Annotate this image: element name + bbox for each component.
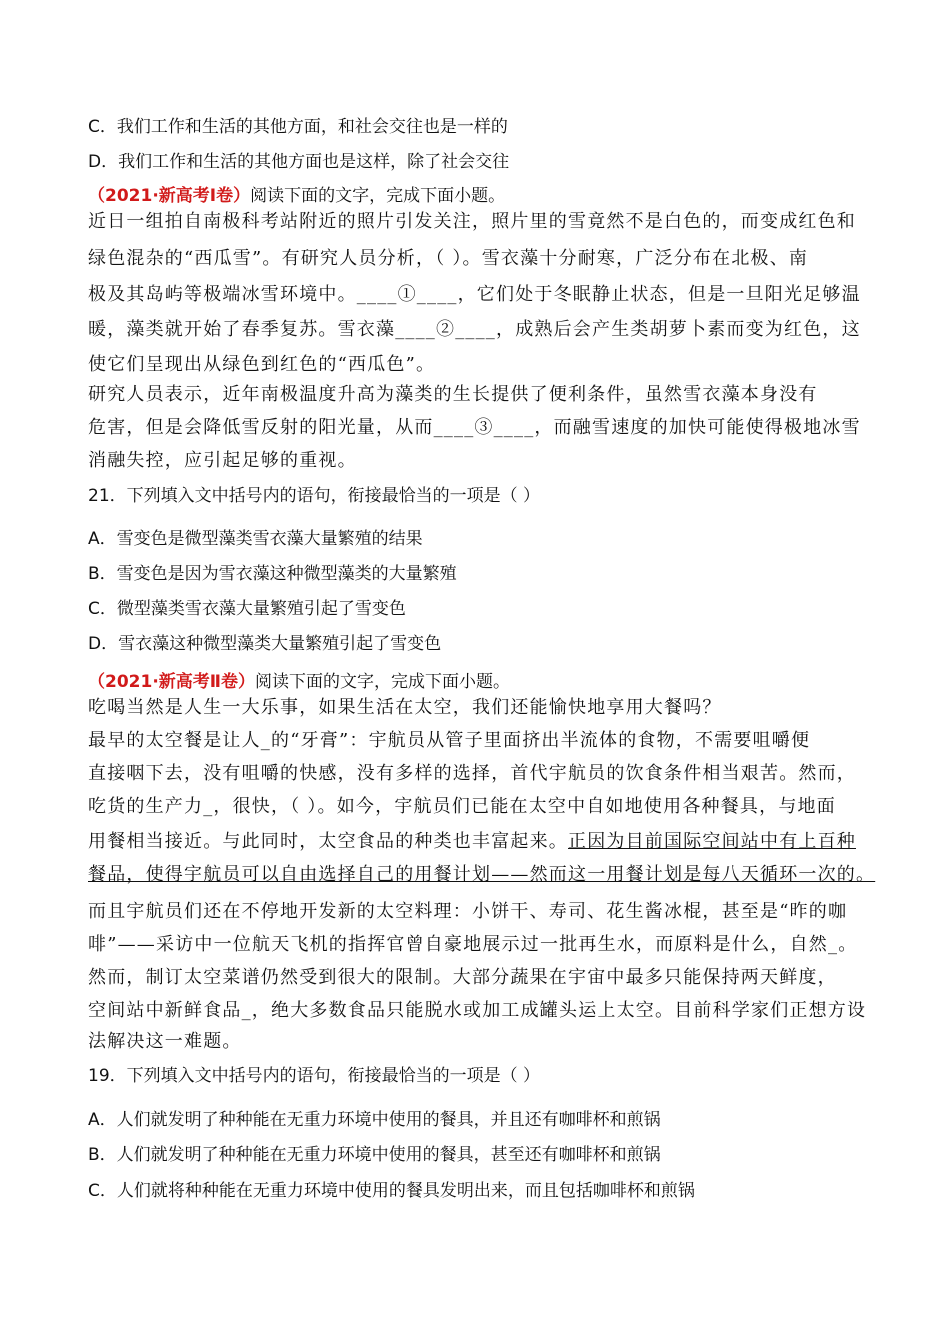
passage2-line: 啡”——采访中一位航天飞机的指挥官曾自豪地展示过一批再生水，而原料是什么，自然_。 xyxy=(88,934,858,955)
question-21-option-d[interactable]: D．雪衣藻这种微型藻类大量繁殖引起了雪变色 xyxy=(88,634,442,654)
passage1-line: 绿色混杂的“西瓜雪”。有研究人员分析，（ ）。雪衣藻十分耐寒，广泛分布在北极、南 xyxy=(88,248,809,269)
passage1-line: 使它们呈现出从绿色到红色的“西瓜色”。 xyxy=(88,354,436,375)
question-19-option-c[interactable]: C．人们就将种种能在无重力环境中使用的餐具发明出来，而且包括咖啡杯和煎锅 xyxy=(88,1181,695,1201)
passage1-line: 极及其岛屿等极端冰雪环境中。____①____，它们处于冬眠静止状态，但是一旦阳光足够温 xyxy=(88,284,861,305)
passage2-line: 最早的太空餐是让人_的“牙膏”：宇航员从管子里面挤出半流体的食物，不需要咀嚼便 xyxy=(88,730,811,751)
option-c-prev: C．我们工作和生活的其他方面，和社会交往也是一样的 xyxy=(88,117,508,137)
question-19-stem: 19．下列填入文中括号内的语句，衔接最恰当的一项是（ ） xyxy=(88,1066,541,1086)
passage2-line: 而且宇航员们还在不停地开发新的太空料理：小饼干、寿司、花生酱冰棍，甚至是“昨的咖 xyxy=(88,901,848,922)
passage2-line: 法解决这一难题。 xyxy=(88,1031,242,1052)
passage1-line: 消融失控，应引起足够的重视。 xyxy=(88,450,357,471)
passage2-line: 直接咽下去，没有咀嚼的快感，没有多样的选择，首代宇航员的饮食条件相当艰苦。然而， xyxy=(88,763,856,784)
question-21-option-b[interactable]: B．雪变色是因为雪衣藻这种微型藻类的大量繁殖 xyxy=(88,564,457,584)
underlined-sentence-cont: 餐品，使得宇航员可以自由选择自己的用餐计划——然而这一用餐计划是每八天循环一次的。 xyxy=(88,864,876,885)
underlined-sentence: 正因为目前国际空间站中有上百种 xyxy=(568,831,856,852)
passage2-line: 吃喝当然是人生一大乐事，如果生活在太空，我们还能愉快地享用大餐吗？ xyxy=(88,697,722,718)
option-d-prev: D．我们工作和生活的其他方面也是这样，除了社会交往 xyxy=(88,152,510,172)
question-19-option-b[interactable]: B．人们就发明了种种能在无重力环境中使用的餐具，甚至还有咖啡杯和煎锅 xyxy=(88,1145,661,1165)
passage2-line xyxy=(88,830,856,854)
passage2-text: 用餐相当接近。与此同时，太空食品的种类也丰富起来。 xyxy=(88,831,568,852)
passage1-source: （2021·新高考Ⅰ卷） xyxy=(88,186,251,206)
question-21-stem: 21．下列填入文中括号内的语句，衔接最恰当的一项是（ ） xyxy=(88,486,541,506)
passage2-line: 然而，制订太空菜谱仍然受到很大的限制。大部分蔬果在宇宙中最多只能保持两天鲜度， xyxy=(88,967,837,988)
passage2-header xyxy=(88,670,510,694)
passage2-intro: 阅读下面的文字，完成下面小题。 xyxy=(254,672,510,692)
passage1-line: 近日一组拍自南极科考站附近的照片引发关注，照片里的雪竟然不是白色的，而变成红色和 xyxy=(88,211,856,232)
question-19-option-a[interactable]: A．人们就发明了种种能在无重力环境中使用的餐具，并且还有咖啡杯和煎锅 xyxy=(88,1110,661,1130)
passage1-line: 研究人员表示，近年南极温度升高为藻类的生长提供了便利条件，虽然雪衣藻本身没有 xyxy=(88,384,818,405)
question-21-option-c[interactable]: C．微型藻类雪衣藻大量繁殖引起了雪变色 xyxy=(88,599,406,619)
passage1-intro: 阅读下面的文字，完成下面小题。 xyxy=(250,186,506,206)
passage2-source: （2021·新高考Ⅱ卷） xyxy=(88,672,255,692)
passage2-line: 空间站中新鲜食品_，绝大多数食品只能脱水或加工成罐头运上太空。目前科学家们正想方设 xyxy=(88,1000,867,1021)
passage1-line: 暖，藻类就开始了春季复苏。雪衣藻____②____，成熟后会产生类胡萝卜素而变为红色，这 xyxy=(88,319,861,340)
question-21-option-a[interactable]: A．雪变色是微型藻类雪衣藻大量繁殖的结果 xyxy=(88,529,423,549)
passage1-header xyxy=(88,184,505,208)
passage1-line: 危害，但是会降低雪反射的阳光量，从而____③____，而融雪速度的加快可能使得极地冰雪 xyxy=(88,417,861,438)
passage2-line: 吃货的生产力_，很快，（ ）。如今，宇航员们已能在太空中自如地使用各种餐具，与地面 xyxy=(88,796,836,817)
